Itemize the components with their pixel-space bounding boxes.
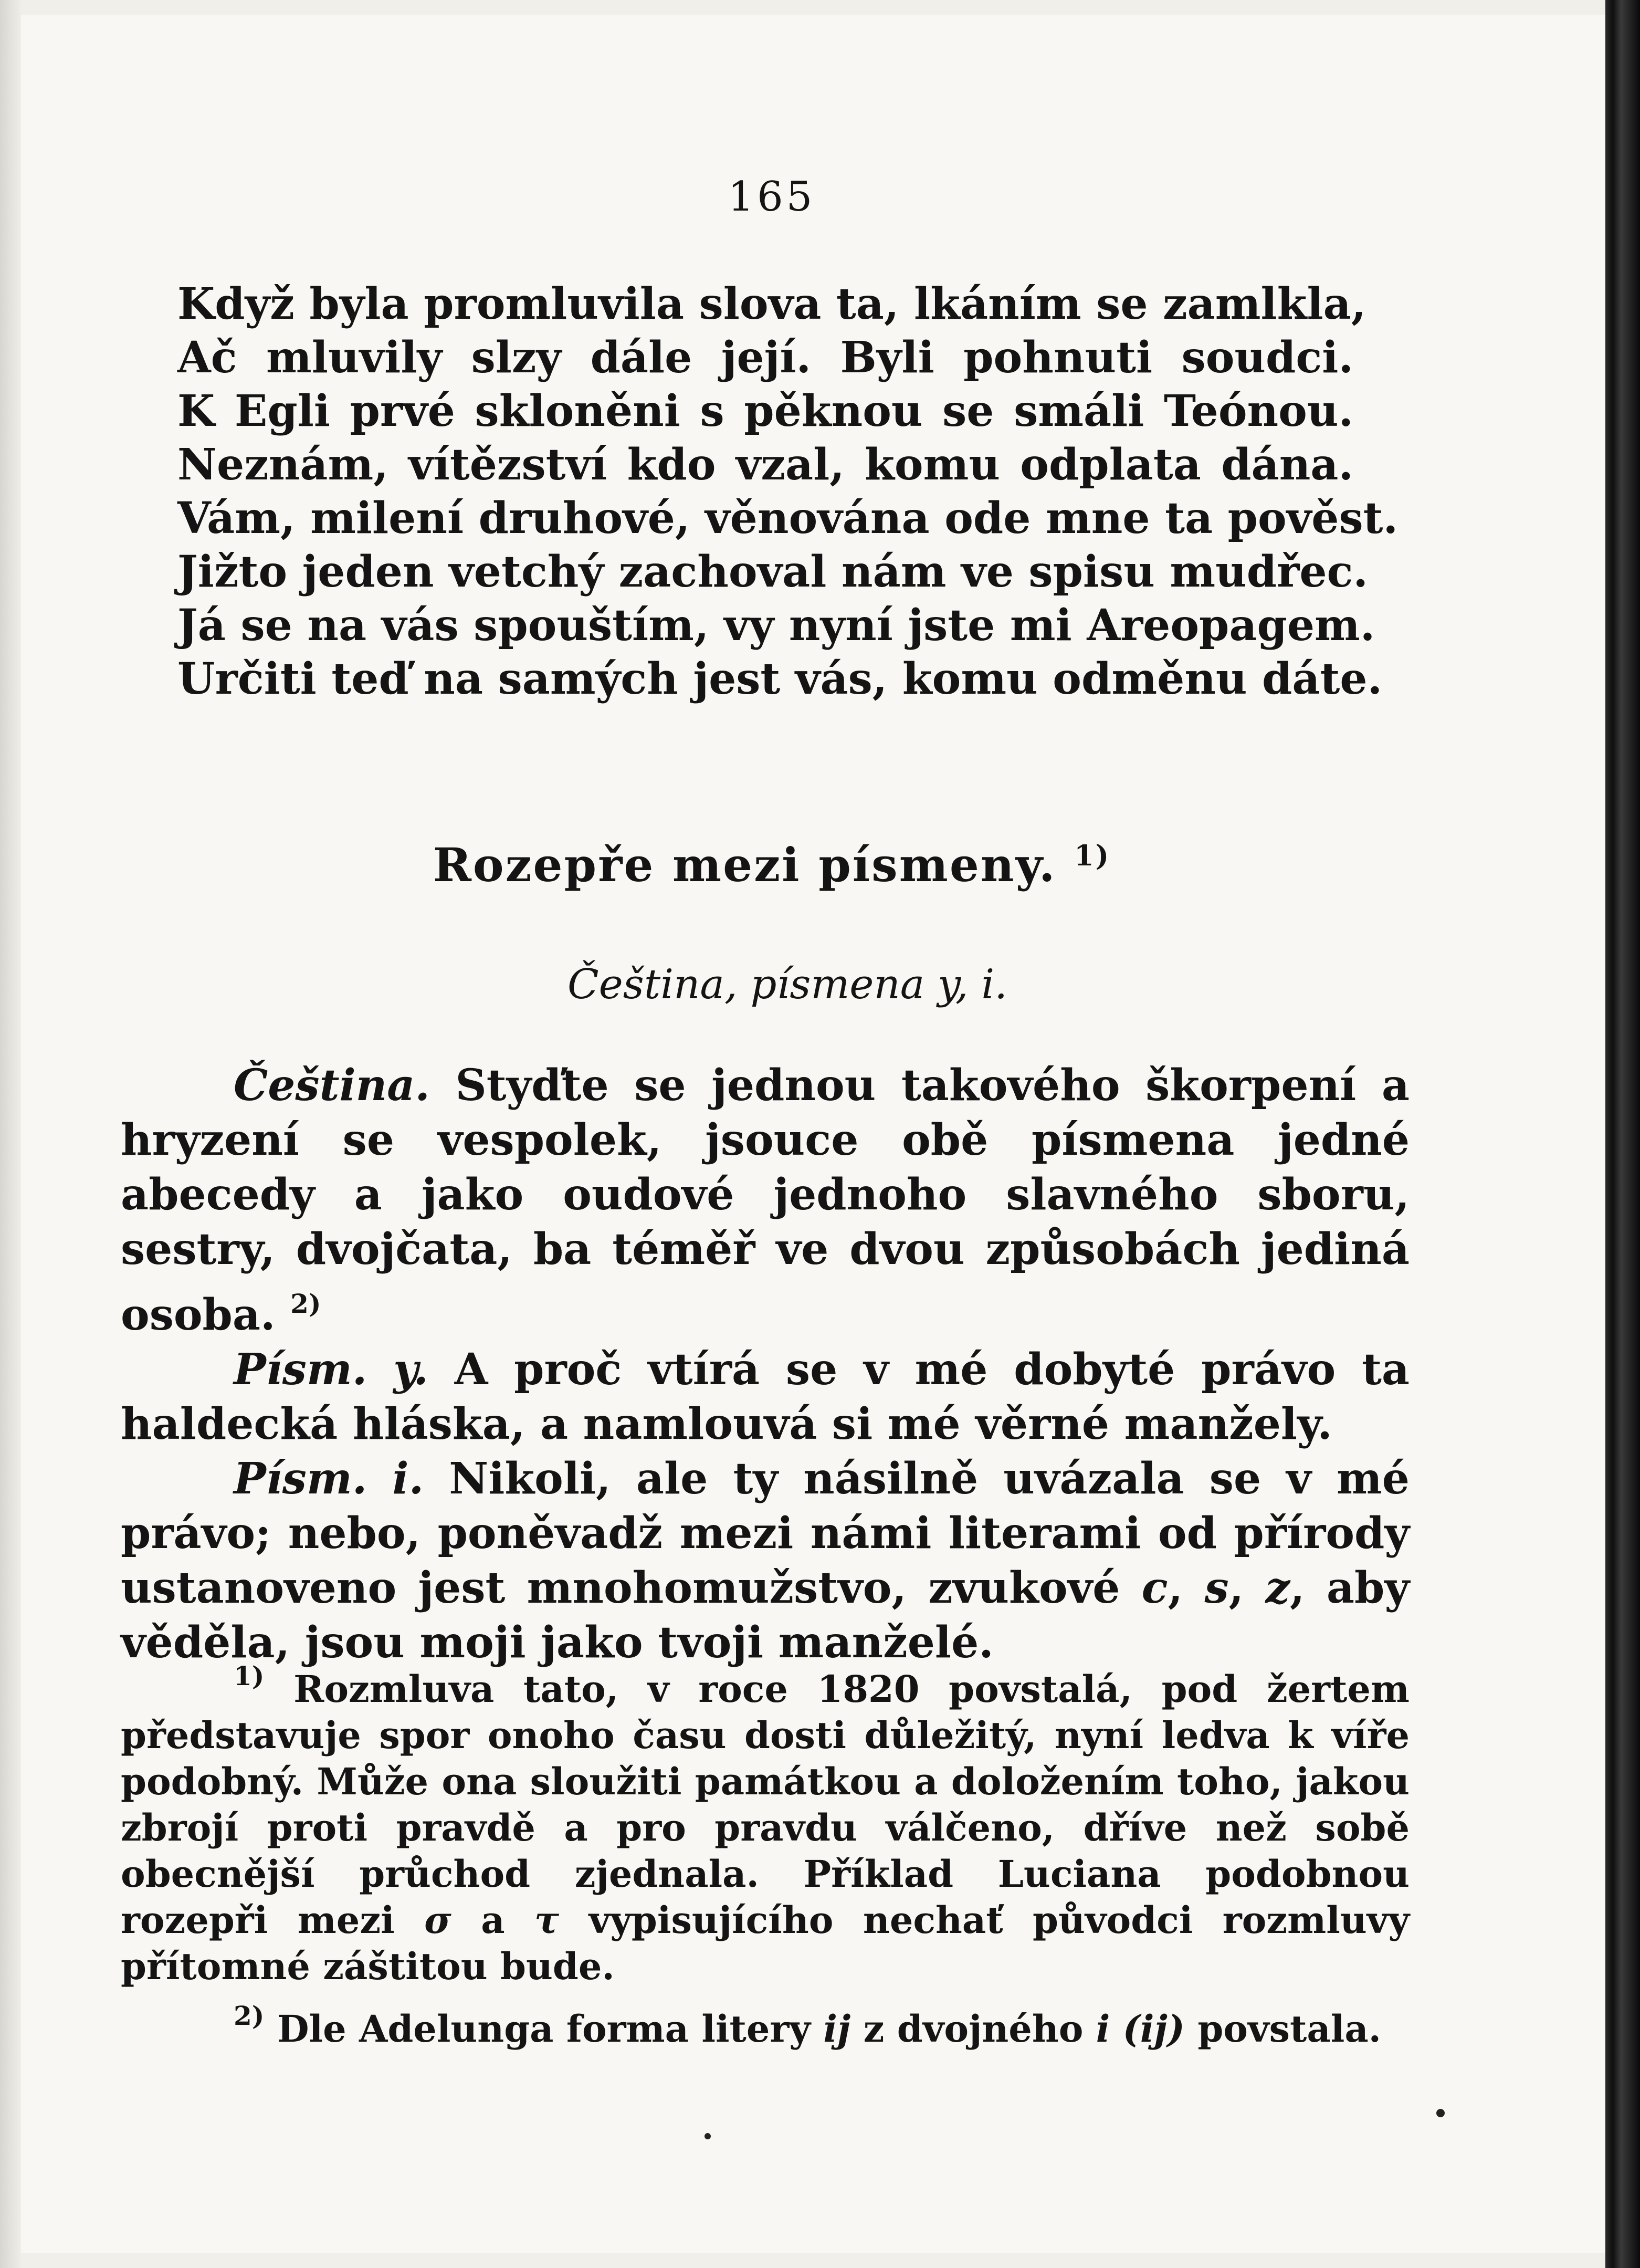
page-binding-edge <box>1605 0 1640 2268</box>
footnote-text: z dvojného <box>863 2007 1084 2051</box>
letter-i: i <box>1096 2007 1110 2051</box>
section-title-text: Rozepře mezi písmeny. <box>433 838 1057 892</box>
footnote-text: vypisujícího nechať původci rozmluvy přítomné záštitou bude. <box>121 1898 1410 1988</box>
poem-line: Jižto jeden vetchý zachoval nám ve spisu mudřec. <box>177 547 1368 597</box>
letter-ij-paren: (ij) <box>1122 2007 1185 2051</box>
page-number: 165 <box>728 173 816 221</box>
footnote-ref-2: 2) <box>290 1288 321 1319</box>
separator: , <box>1228 1563 1244 1613</box>
speaker-label: Čeština. <box>234 1060 430 1111</box>
letter-s: s <box>1204 1563 1229 1613</box>
footnote-text: Rozmluva tato, v roce 1820 povstalá, pod žertem představuje spor onoho času dosti důležitý, nyní ledva k víře podobný. Může ona sloužiti památkou a doložením toho, jakou zbrojí proti pravdě a pro pravdu válčeno, dříve než sobě obecnější průchod zjednala. Příklad Luciana podobnou rozepři mezi <box>121 1667 1410 1942</box>
footnote-text: povstala. <box>1197 2007 1382 2051</box>
letter-ij: ij <box>823 2007 851 2051</box>
separator: , <box>1168 1563 1183 1613</box>
speaker-label: Písm. y. <box>234 1344 428 1395</box>
dialog-text: , aby věděla, jsou moji jako tvoji manželé. <box>121 1563 1410 1668</box>
page-left-edge <box>0 0 21 2268</box>
footnote-text: Dle Adelunga forma litery <box>277 2007 811 2051</box>
dialog-body <box>121 1058 1410 1670</box>
poem-line: Já se na vás spouštím, vy nyní jste mi Areopagem. <box>177 600 1375 651</box>
footnote-mark: 2) <box>234 2000 265 2031</box>
ink-speck <box>705 2133 711 2139</box>
dialog-paragraph-i <box>121 1451 1410 1670</box>
greek-sigma: σ <box>424 1898 451 1942</box>
speaker-label: Písm. i. <box>234 1454 424 1504</box>
section-subtitle: Čeština, písmena y, i. <box>567 961 1008 1008</box>
dialog-paragraph-y <box>121 1342 1410 1451</box>
poem-line: Vám, milení druhové, věnována ode mne ta pověst. <box>177 493 1399 544</box>
poem-line: K Egli prvé skloněni s pěknou se smáli Teónou. <box>177 386 1353 436</box>
poem-stanza <box>177 277 1399 706</box>
footnotes <box>121 1653 1410 2052</box>
dialog-paragraph-cestina <box>121 1058 1410 1342</box>
ink-speck <box>1436 2109 1445 2117</box>
poem-line: Když byla promluvila slova ta, lkáním se zamlkla, <box>177 279 1366 329</box>
dialog-text: Nikoli, ale ty násilně uvázala se v mé právo; nebo, poněvadž mezi námi literami od přírody ustanoveno jest mnohomužstvo, zvukové <box>121 1454 1410 1613</box>
greek-tau: τ <box>534 1898 560 1942</box>
poem-line: Určiti teď na samých jest vás, komu odměnu dáte. <box>177 654 1383 704</box>
footnote-1 <box>121 1653 1410 1990</box>
section-title <box>399 838 1144 892</box>
dialog-text: Styďte se jednou takového škorpení a hryzení se vespolek, jsouce obě písmena jedné abecedy a jako oudové jednoho slavného sboru, sestry, dvojčata, ba téměř ve dvou způsobách jediná osoba. <box>121 1060 1410 1340</box>
letter-c: c <box>1141 1563 1168 1613</box>
footnote-text: a <box>481 1898 505 1942</box>
footnote-2 <box>121 1993 1410 2052</box>
letter-z: z <box>1265 1563 1290 1613</box>
footnote-mark: 1) <box>234 1660 265 1691</box>
footnote-ref-1: 1) <box>1074 839 1111 872</box>
poem-line: Neznám, vítězství kdo vzal, komu odplata dána. <box>177 440 1353 490</box>
poem-line: Ač mluvily slzy dále její. Byli pohnuti soudci. <box>177 332 1353 383</box>
dialog-text: A proč vtírá se v mé dobyté právo ta haldecká hláska, a namlouvá si mé věrné manžely. <box>121 1344 1410 1449</box>
